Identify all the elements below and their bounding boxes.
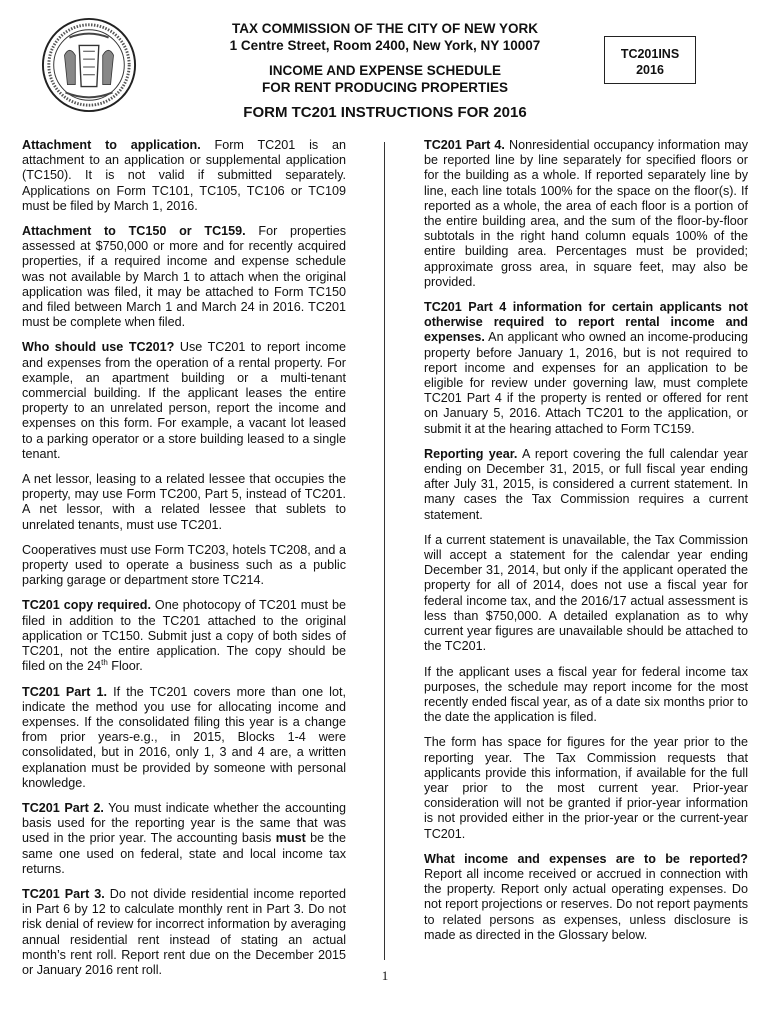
paragraph-fiscal-year: If the applicant uses a fiscal year for federal income tax purposes, the schedule may report income for the most recently ended fiscal year, as of a date six months prior to the date the application is filed.	[424, 664, 748, 725]
paragraph-attachment-application	[22, 138, 346, 214]
paragraph-body: You must indicate whether the accounting basis used for the reporting year is the same that was used in the prior year. The accounting basis	[22, 800, 346, 846]
paragraph-cooperatives: Cooperatives must use Form TC203, hotels TC208, and a property used to operate a business such as a public parking garage or department store TC214.	[22, 542, 346, 588]
column-divider	[384, 142, 385, 960]
form-id: TC201INS	[620, 47, 680, 61]
agency-name: TAX COMMISSION OF THE CITY OF NEW YORK	[231, 21, 538, 36]
paragraph-body: Nonresidential occupancy information may be reported line by line separately for specified floors or for the building as a whole. If reported separately line by line, each line totals 100% for the space on the floor(s). If reported as a whole, the area of each floor is a portion of the entire building area, and the sum of the floor-by-floor subtotals in the right hand column equals 100% of the entire building area. Percentages must be provided; approximate gross area, in square feet, may also be provided.	[424, 138, 748, 289]
left-column	[22, 138, 346, 988]
paragraph-body: A report covering the full calendar year ending on December 31, 2015, or full fiscal year ending after July 31, 2015, is considered a current statement. In many cases the Tax Commission requires a current statement.	[424, 446, 748, 522]
paragraph-body: Form TC201 is an attachment to an application or supplemental application (TC150). It is not valid if submitted separately. Applications on Form TC101, TC105, TC106 or TC109 must be filed by March 1, 2016.	[22, 138, 346, 213]
ordinal-suffix: th	[101, 658, 108, 668]
paragraph-body: For properties assessed at $750,000 or more and for recently acquired properties, if a required income and expense schedule was not available by March 1 to attach when the original application was filed, it may be attached to Form TC150 and filed between March 1 and March 24 in 2016. TC201 must be complete when filed.	[22, 224, 346, 330]
paragraph-current-statement: If a current statement is unavailable, the Tax Commission will accept a statement for the calendar year ending December 31, 2014, but only if the applicant operated the property for all of 2014, does not use a fiscal year for federal income tax, and the 2016/17 actual assessment is less than $750,000. A detailed explanation as to why current year figures are unavailable should be attached to the TC201.	[424, 532, 748, 654]
schedule-title-line1: INCOME AND EXPENSE SCHEDULE	[268, 63, 502, 78]
paragraph-part-4	[424, 138, 748, 290]
paragraph-heading: TC201 Part 4 information for certain applicants not otherwise required to report rental income and expenses.	[424, 300, 748, 345]
paragraph-body: If the TC201 covers more than one lot, indicate the method you use for allocating income and expenses. If the consolidated filing this year is a change from prior years-e.g., in 2015, Blocks 1-4 were consolidated, but in 2016, only 1, 3 and 4 are, a written explanation must be provided by someone with personal knowledge.	[22, 684, 346, 790]
schedule-title-line2: FOR RENT PRODUCING PROPERTIES	[261, 80, 509, 95]
paragraph-heading: Attachment to TC150 or TC159.	[22, 224, 246, 239]
paragraph-body: Floor.	[107, 659, 143, 674]
page-number: 1	[381, 968, 389, 983]
paragraph-part-2	[22, 801, 346, 877]
paragraph-heading: TC201 Part 3.	[22, 886, 105, 901]
paragraph-body: be the same one used on federal, state and local income tax returns.	[22, 831, 346, 876]
city-seal-logo	[40, 16, 138, 114]
form-year: 2016	[636, 63, 664, 77]
paragraph-heading: Reporting year.	[424, 446, 518, 461]
paragraph-part-3	[22, 887, 346, 978]
paragraph-net-lessor: A net lessor, leasing to a related lessee that occupies the property, may use Form TC200, Part 5, instead of TC201. A net lessor, with a related lessee that sublets to unrelated tenants, must use TC201.	[22, 472, 346, 532]
page-title: FORM TC201 INSTRUCTIONS FOR 2016	[243, 104, 527, 121]
paragraph-body: One photocopy of TC201 must be filed in addition to the TC201 attached to the original application or TC150. Submit just a copy of both sides of TC201, not the entire application. The copy should be filed on the 24	[22, 598, 346, 674]
paragraph-reporting-year	[424, 447, 748, 523]
paragraph-heading: Who should use TC201?	[22, 340, 175, 355]
agency-address: 1 Centre Street, Room 2400, New York, NY 10007	[229, 38, 541, 53]
paragraph-heading: What income and expenses are to be reported?	[424, 851, 748, 866]
form-id-box	[604, 36, 696, 84]
paragraph-prior-year: The form has space for figures for the year prior to the reporting year. The Tax Commission requests that applicants provide this information, if available for the full year prior to the most current year. Prior-year consideration will not be granted if prior-year information is not provided either in the prior-year or the current-year TC201.	[424, 735, 748, 841]
paragraph-heading: Attachment to application.	[22, 138, 201, 152]
right-column	[424, 138, 748, 953]
document-header	[150, 20, 620, 96]
paragraph-body: Report all income received or accrued in connection with the property. Report only actual operating expenses. Do not report projections or reserves. Do not report payments to related persons as expenses, unless disclosure is made as directed in the Glossary below.	[424, 866, 748, 942]
paragraph-body: Use TC201 to report income and expenses from the operation of a rental property. For example, an apartment building or a multi-tenant commercial building. If the applicant leases the entire property to an unrelated person, report the income and expenses on this form. For example, a vacant lot leased to a parking operator or a store building leased to a single tenant.	[22, 340, 346, 461]
paragraph-part-4-certain-applicants	[424, 300, 748, 437]
paragraph-attachment-tc150	[22, 224, 346, 330]
paragraph-what-to-report	[424, 852, 748, 943]
emphasis: must	[275, 831, 306, 846]
paragraph-copy-required	[22, 598, 346, 674]
paragraph-part-1	[22, 685, 346, 791]
paragraph-who-should-use	[22, 340, 346, 462]
paragraph-body: Do not divide residential income reported in Part 6 by 12 to calculate monthly rent in Part 3. Do not risk denial of review for incorrect information by averaging annual residential rent instead of stating an actual month’s rent roll. Report rent due on the December 2015 or January 2016 rent roll.	[22, 886, 346, 977]
paragraph-heading: TC201 copy required.	[22, 598, 151, 613]
paragraph-body: An applicant who owned an income-producing property before January 1, 2016, but is not required to report income and expenses for an application to be eligible for review under governing law, must complete TC201 Part 4 if the property is rented or offered for rent on January 5, 2016. Attach TC201 to the application, or submit it at the hearing attached to Form TC159.	[424, 330, 748, 436]
paragraph-heading: TC201 Part 1.	[22, 684, 107, 699]
paragraph-heading: TC201 Part 2.	[22, 800, 104, 815]
paragraph-heading: TC201 Part 4.	[424, 138, 505, 152]
